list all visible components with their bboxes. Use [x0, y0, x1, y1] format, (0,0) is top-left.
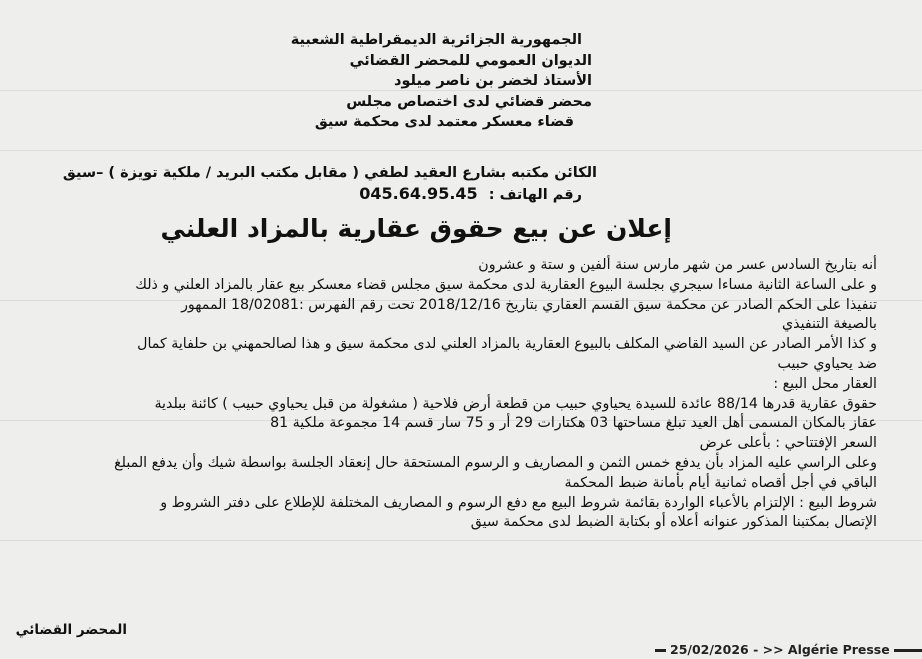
header-role: محضر قضائي لدى اختصاص مجلس [346, 93, 592, 110]
phone-line [359, 184, 582, 203]
header-office: الديوان العمومي للمحضر القضائي [349, 52, 592, 69]
phone-label: رقم الهاتف : [488, 187, 582, 203]
header-name: الأستاذ لخضر بن ناصر ميلود [394, 73, 592, 89]
body-line: شروط البيع : الإلتزام بالأعباء الواردة بقائمة شروط البيع مع دفع الرسوم و المصاريف المختلفة للإطلاع على دفتر الشروط و [160, 494, 877, 511]
body-line: العقار محل البيع : [773, 375, 877, 392]
announcement-body [39, 256, 877, 533]
footer-stamp: 25/02/2026 - >> Algérie Presse [666, 642, 894, 657]
body-line: أنه بتاريخ السادس عسر من شهر مارس سنة ألفين و ستة و عشرون [478, 257, 877, 273]
body-line: و على الساعة الثانية مساءا سيجري بجلسة البيوع العقارية لدى محكمة سيق مجلس قضاء معسكر بيع عقار بالمزاد العلني و ذلك [135, 276, 877, 293]
body-line: حقوق عقارية قدرها 88/14 عائدة للسيدة يحياوي حبيب من قطعة أرض فلاحية ( مشغولة من قبل يحياوي حبيب ) كائنة ببلدية [154, 395, 877, 412]
body-line: عقاز بالمكان المسمى أهل العيد تبلغ مساحتها 03 هكتارات 29 أر و 75 سار قسم 14 مجموعة ملكية 81 [270, 415, 877, 432]
footer [0, 641, 922, 659]
body-line: الباقي في أجل أقصاه ثمانية أيام بأمانة ضبط المحكمة [564, 474, 877, 491]
announcement-title: إعلان عن بيع حقوق عقارية بالمزاد العلني [160, 214, 672, 243]
body-line: وعلى الراسي عليه المزاد بأن يدفع خمس الثمن و المصاريف و الرسوم المستحقة حال إنعقاد الجلسة بواسطة شيك وأن يدفع المبلغ [114, 454, 877, 471]
header-court: قضاء معسكر معتمد لدى محكمة سيق [314, 114, 574, 130]
body-line: تنفيذا على الحكم الصادر عن محكمة سيق القسم العقاري بتاريخ 2018/12/16 تحت رقم الفهرس :18/02081 الممهور [181, 296, 877, 313]
header-country: الجمهورية الجزائرية الديمقراطية الشعبية [290, 32, 582, 48]
office-address: الكائن مكتبه بشارع العقيد لطفي ( مقابل مكتب البريد / ملكية تويزة ) –سيق [62, 165, 597, 181]
body-line: ضد يحياوي حبيب [777, 355, 877, 372]
signature: المحضر القضائي [15, 622, 127, 638]
body-line: السعر الإفتتاحي : بأعلى عرض [699, 435, 877, 452]
phone-number: 045.64.95.45 [359, 184, 478, 203]
letterhead [172, 30, 592, 133]
body-line: و كذا الأمر الصادر عن السيد القاضي المكلف بالبيوع العقارية بالمزاد العلني لدى محكمة سيق و هذا لصالحمهني بن حلفاية كمال [137, 336, 877, 353]
body-line: بالصيغة التنفيذي [782, 316, 877, 333]
body-line: الإتصال بمكتبنا المذكور عنوانه أعلاه أو بكتابة الضبط لدى محكمة سيق [470, 514, 877, 531]
